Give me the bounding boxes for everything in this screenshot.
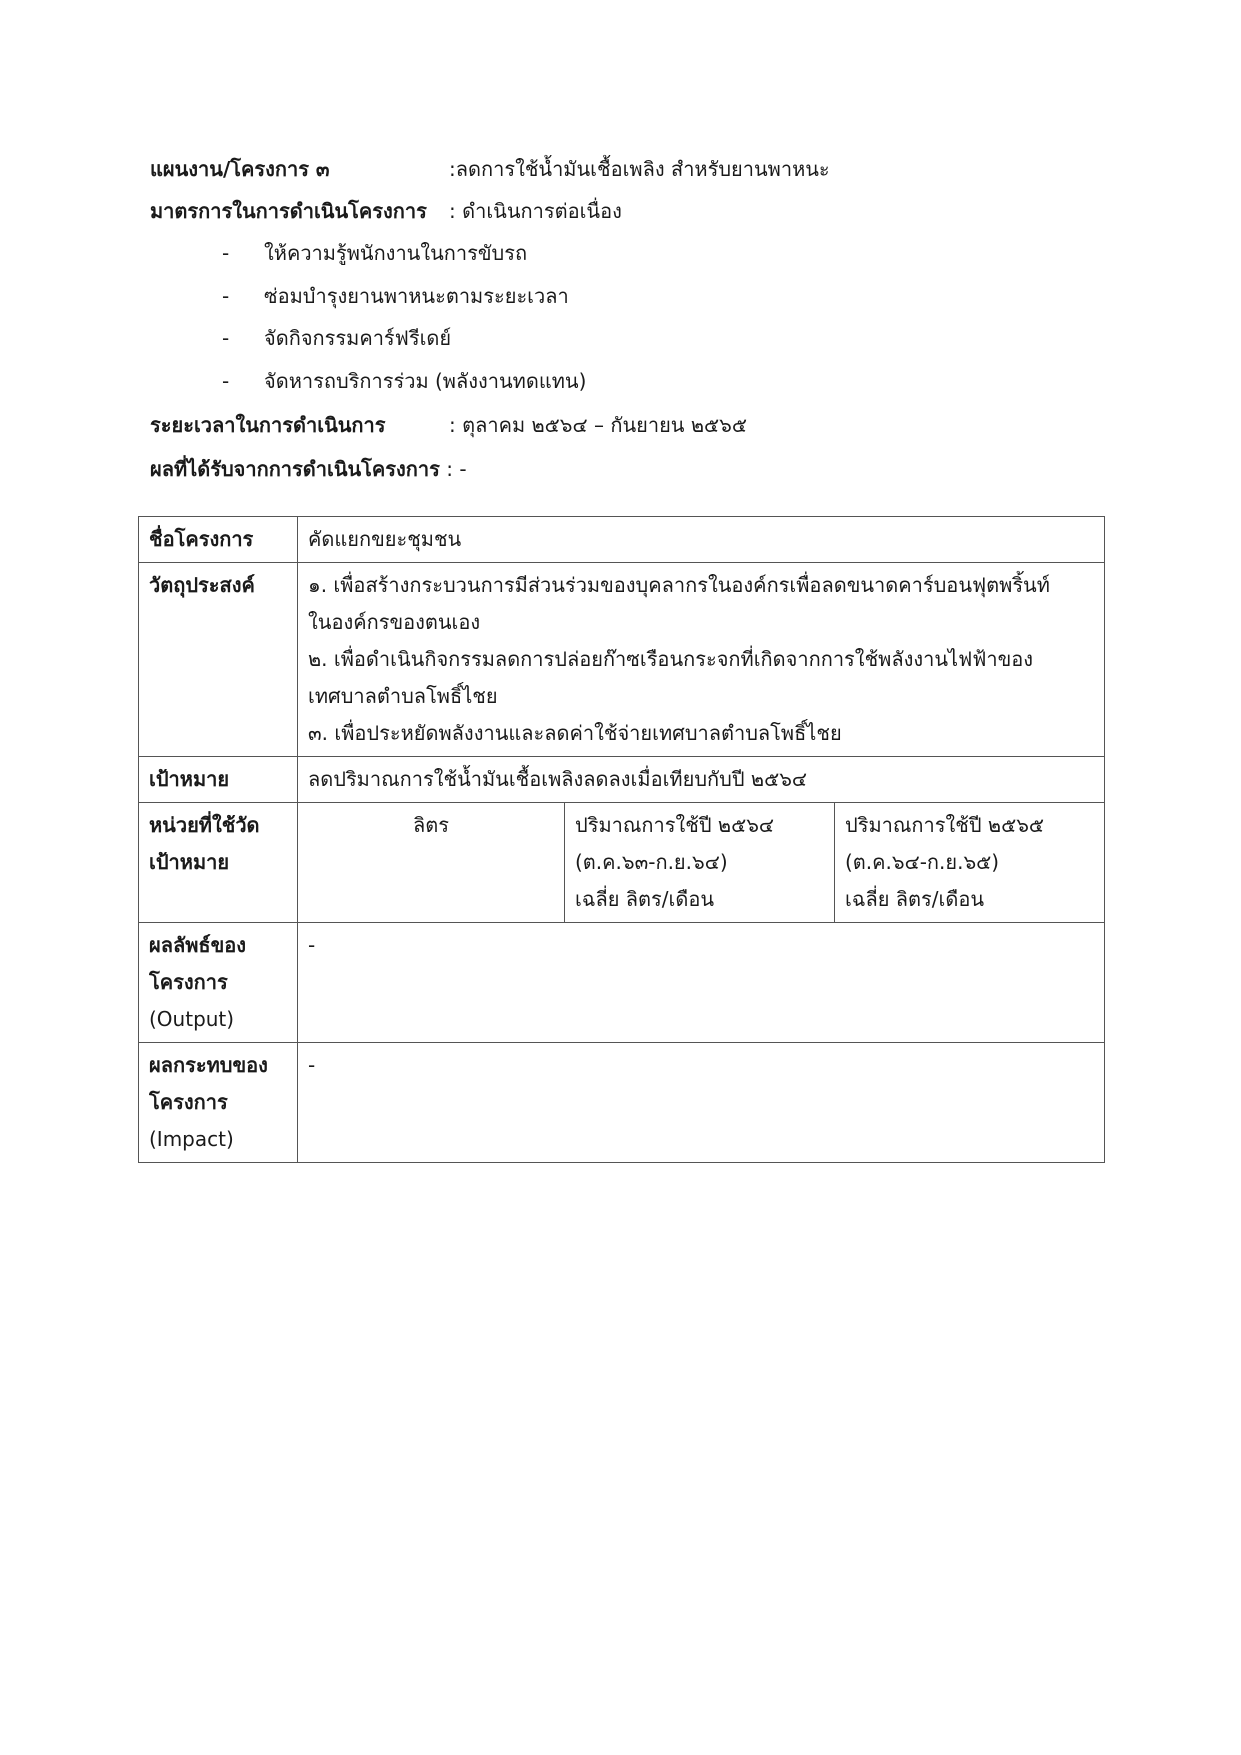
table-row	[139, 757, 1105, 803]
objective-label: วัตถุประสงค์	[139, 563, 298, 757]
results-label: ผลที่ได้รับจากการดำเนินโครงการ	[150, 457, 440, 481]
measures-label: มาตรการในการดำเนินโครงการ	[150, 199, 427, 223]
measure-item	[222, 365, 586, 397]
objective-line: ๒. เพื่อดำเนินกิจกรรมลดการปล่อยก๊าซเรือนกระจกที่เกิดจากการใช้พลังงานไฟฟ้าของ	[308, 647, 1034, 671]
impact-label-line: โครงการ	[149, 1090, 228, 1114]
usage-2565	[835, 803, 1105, 923]
plan-value: :ลดการใช้น้ำมันเชื้อเพลิง สำหรับยานพาหนะ	[449, 157, 830, 181]
table-row	[139, 1043, 1105, 1163]
bullet-dash: -	[222, 284, 230, 308]
measure-text: จัดกิจกรรมคาร์ฟรีเดย์	[264, 326, 452, 350]
table-row	[139, 923, 1105, 1043]
plan-label: แผนงาน/โครงการ ๓	[150, 157, 330, 181]
measure-item	[222, 322, 451, 354]
measures-value: : ดำเนินการต่อเนื่อง	[449, 199, 622, 223]
usage-2564	[565, 803, 835, 923]
project-name-label: ชื่อโครงการ	[139, 517, 298, 563]
bullet-dash: -	[222, 369, 230, 393]
impact-value: -	[298, 1043, 1105, 1163]
usage-2564-line: ปริมาณการใช้ปี ๒๕๖๔	[575, 813, 775, 837]
usage-2564-line: (ต.ค.๖๓-ก.ย.๖๔)	[575, 850, 728, 874]
period-line	[150, 409, 747, 441]
goal-value: ลดปริมาณการใช้น้ำมันเชื้อเพลิงลดลงเมื่อเทียบกับปี ๒๕๖๔	[298, 757, 1105, 803]
measure-item	[222, 280, 569, 312]
period-value: : ตุลาคม ๒๕๖๔ – กันยายน ๒๕๖๕	[449, 413, 747, 437]
project-table	[138, 516, 1105, 1163]
impact-label	[139, 1043, 298, 1163]
measure-text: ซ่อมบำรุงยานพาหนะตามระยะเวลา	[264, 284, 569, 308]
output-label	[139, 923, 298, 1043]
output-label-line: (Output)	[149, 1007, 235, 1031]
table-row	[139, 563, 1105, 757]
measures-line	[150, 195, 622, 227]
objective-line: เทศบาลตำบลโพธิ์ไชย	[308, 684, 498, 708]
bullet-dash: -	[222, 241, 230, 265]
objective-line: ๑. เพื่อสร้างกระบวนการมีส่วนร่วมของบุคลากรในองค์กรเพื่อลดขนาดคาร์บอนฟุตพริ้นท์	[308, 573, 1050, 597]
usage-2565-line: ปริมาณการใช้ปี ๒๕๖๕	[845, 813, 1045, 837]
usage-2565-line: เฉลี่ย ลิตร/เดือน	[845, 887, 985, 911]
goal-label: เป้าหมาย	[139, 757, 298, 803]
measure-text: ให้ความรู้พนักงานในการขับรถ	[264, 241, 528, 265]
plan-line	[150, 153, 830, 185]
objective-line: ๓. เพื่อประหยัดพลังงานและลดค่าใช้จ่ายเทศบาลตำบลโพธิ์ไชย	[308, 721, 842, 745]
measure-text: จัดหารถบริการร่วม (พลังงานทดแทน)	[264, 369, 587, 393]
results-value: : -	[446, 457, 467, 481]
output-value: -	[298, 923, 1105, 1043]
unit-label-line: หน่วยที่ใช้วัด	[149, 813, 260, 837]
table-row	[139, 517, 1105, 563]
bullet-dash: -	[222, 326, 230, 350]
table-row	[139, 803, 1105, 923]
objective-value	[298, 563, 1105, 757]
unit-value: ลิตร	[298, 803, 565, 923]
impact-label-line: (Impact)	[149, 1127, 234, 1151]
results-line	[150, 453, 467, 485]
output-label-line: โครงการ	[149, 970, 228, 994]
usage-2564-line: เฉลี่ย ลิตร/เดือน	[575, 887, 715, 911]
output-label-line: ผลลัพธ์ของ	[149, 933, 247, 957]
usage-2565-line: (ต.ค.๖๔-ก.ย.๖๕)	[845, 850, 1000, 874]
unit-label	[139, 803, 298, 923]
measure-item	[222, 237, 527, 269]
objective-line: ในองค์กรของตนเอง	[308, 610, 481, 634]
unit-label-line: เป้าหมาย	[149, 850, 230, 874]
impact-label-line: ผลกระทบของ	[149, 1053, 268, 1077]
period-label: ระยะเวลาในการดำเนินการ	[150, 413, 386, 437]
project-name-value: คัดแยกขยะชุมชน	[298, 517, 1105, 563]
